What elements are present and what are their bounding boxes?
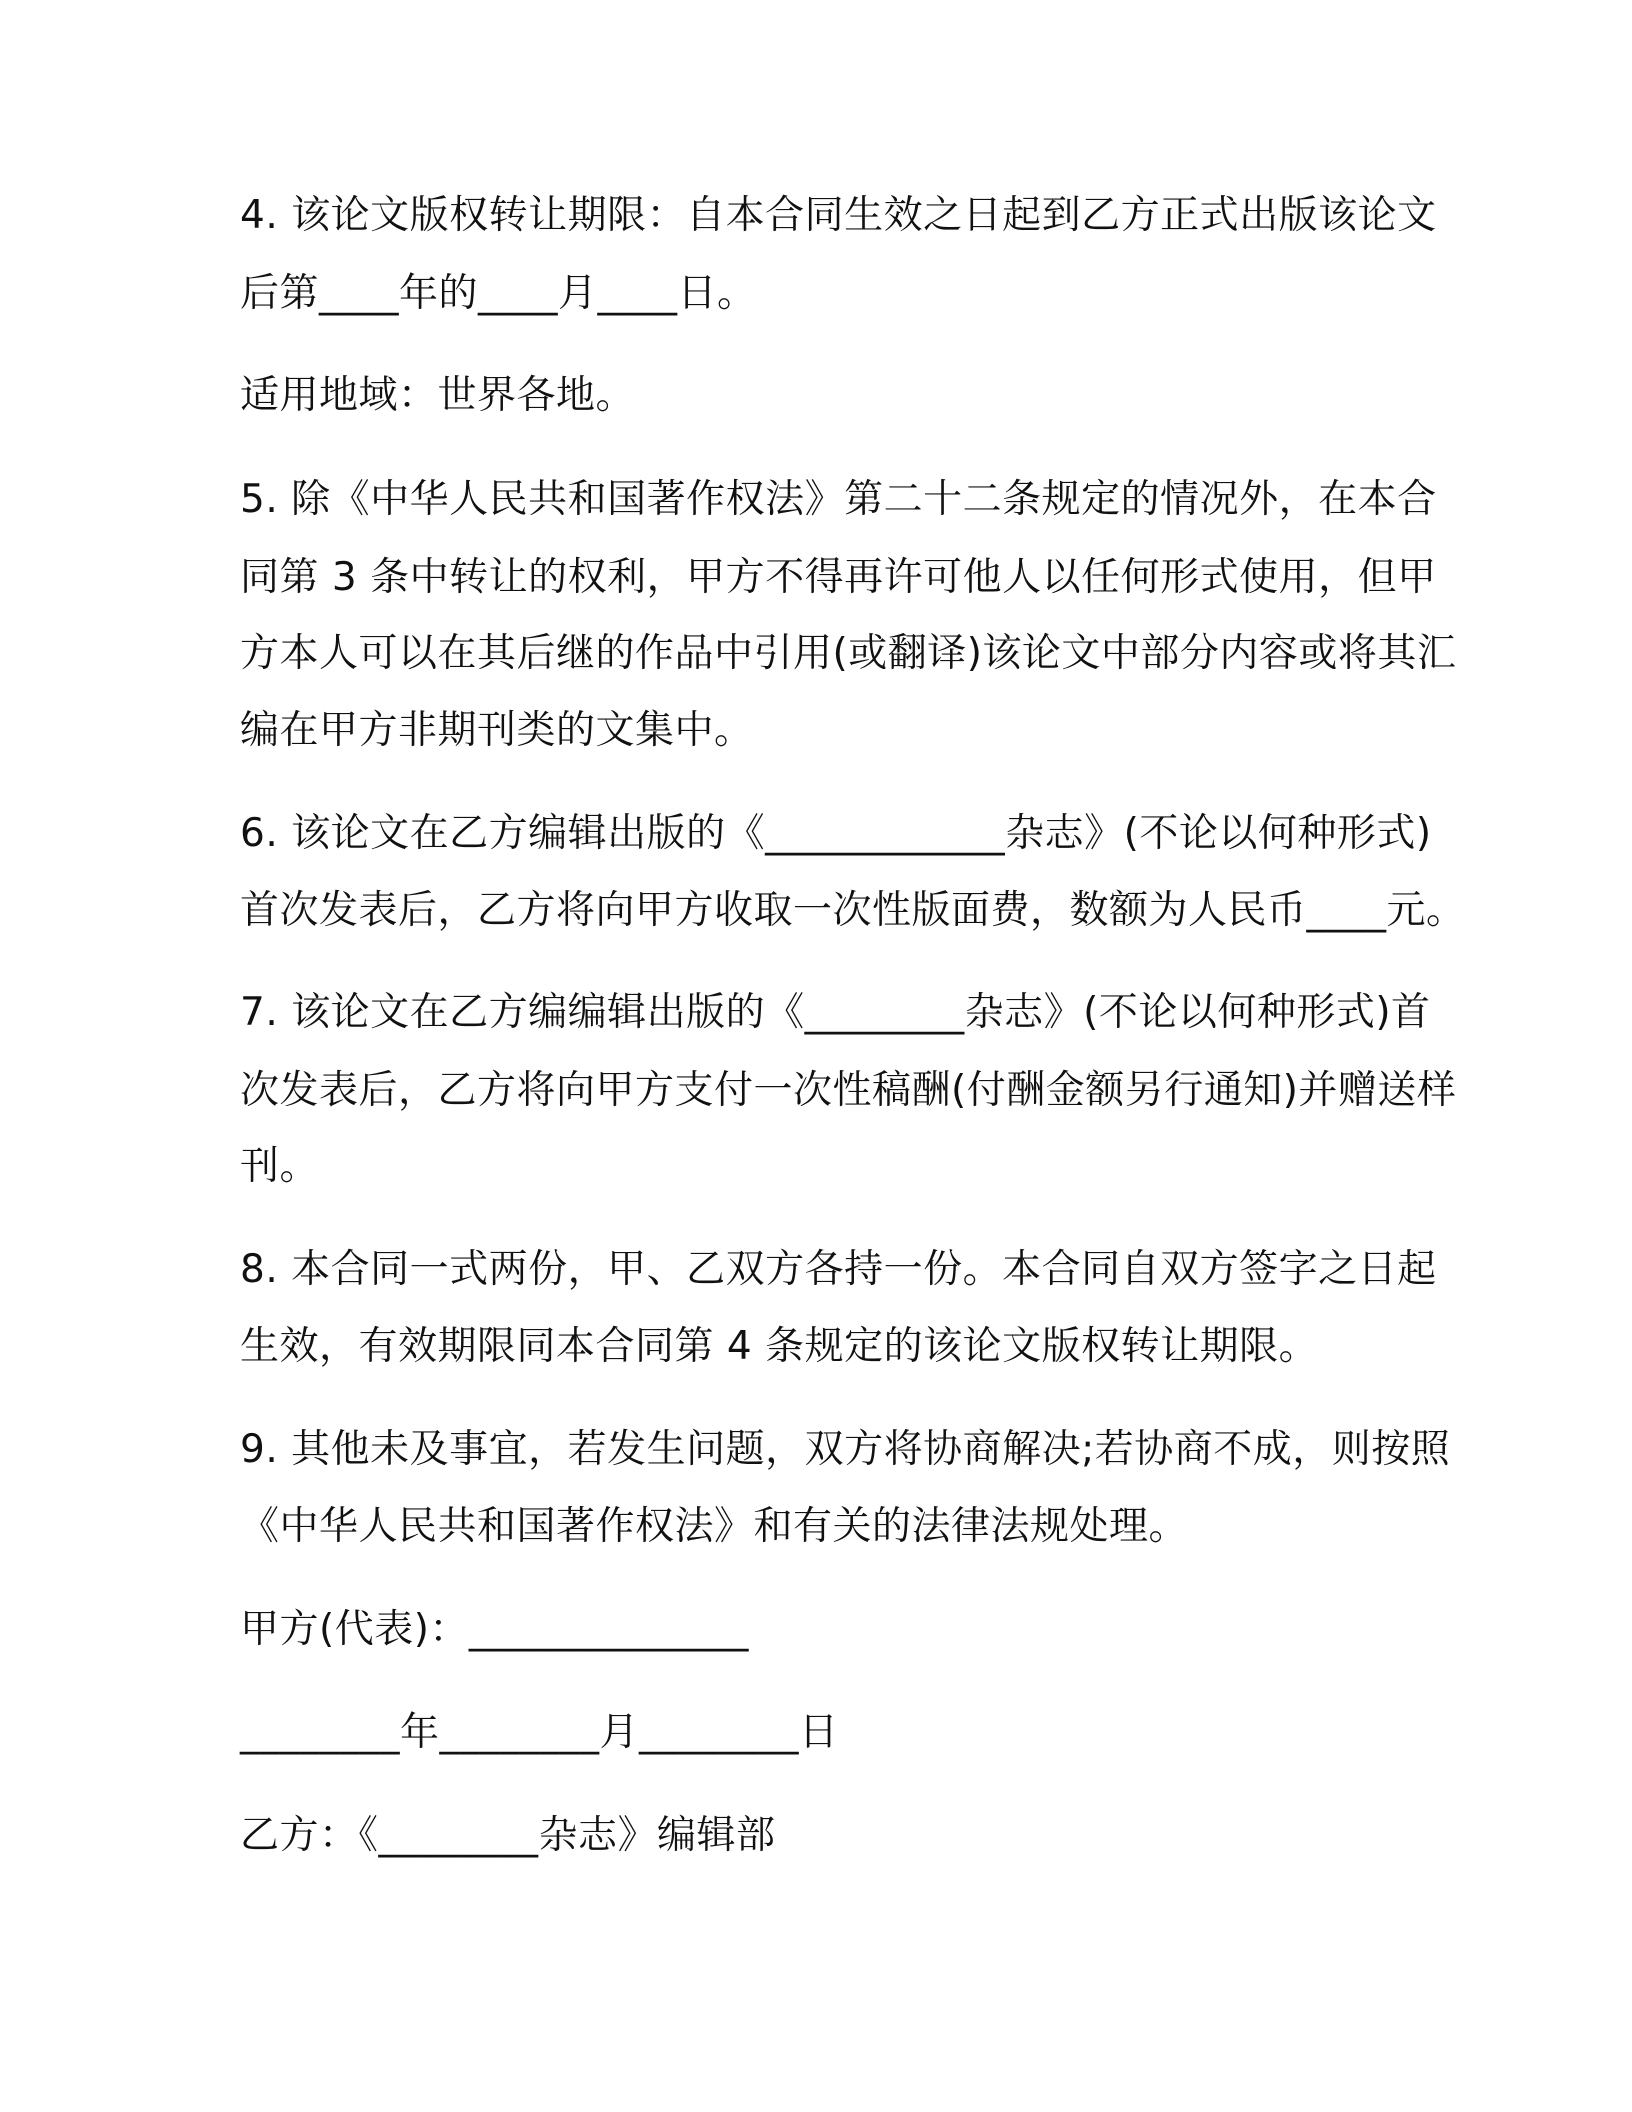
clause-6-line-1: 6. 该论文在乙方编辑出版的《____________杂志》(不论以何种形式) <box>240 811 1432 856</box>
clause-5-line-1: 5. 除《中华人民共和国著作权法》第二十二条规定的情况外，在本合 <box>240 477 1437 522</box>
territory-line: 适用地域：世界各地。 <box>240 373 636 418</box>
clause-8-line-2: 生效，有效期限同本合同第 4 条规定的该论文版权转让期限。 <box>240 1324 1319 1369</box>
clause-5-line-2: 同第 3 条中转让的权利，甲方不得再许可他人以任何形式使用，但甲 <box>240 555 1437 600</box>
clause-5-line-3: 方本人可以在其后继的作品中引用(或翻译)该论文中部分内容或将其汇 <box>240 631 1457 676</box>
clause-9-line-2: 《中华人民共和国著作权法》和有关的法律法规处理。 <box>240 1504 1189 1549</box>
clause-7-line-2: 次发表后，乙方将向甲方支付一次性稿酬(付酬金额另行通知)并赠送样 <box>240 1068 1457 1113</box>
clause-8-line-1: 8. 本合同一式两份，甲、乙双方各持一份。本合同自双方签字之日起 <box>240 1247 1437 1292</box>
clause-5-line-4: 编在甲方非期刊类的文集中。 <box>240 708 754 753</box>
party-b-line: 乙方：《________杂志》编辑部 <box>240 1813 776 1858</box>
clause-4-line-1: 4. 该论文版权转让期限：自本合同生效之日起到乙方正式出版该论文 <box>240 193 1437 238</box>
clause-9-line-1: 9. 其他未及事宜，若发生问题，双方将协商解决;若协商不成，则按照 <box>240 1427 1451 1472</box>
date-line: ________年________月________日 <box>240 1710 839 1755</box>
party-a-signature-line: 甲方(代表)：______________ <box>240 1607 749 1652</box>
clause-4-line-2: 后第____年的____月____日。 <box>240 271 757 316</box>
clause-7-line-1: 7. 该论文在乙方编编辑出版的《________杂志》(不论以何种形式)首 <box>240 990 1431 1035</box>
clause-7-line-3: 刊。 <box>240 1144 320 1189</box>
clause-6-line-2: 首次发表后，乙方将向甲方收取一次性版面费，数额为人民币____元。 <box>240 888 1466 933</box>
